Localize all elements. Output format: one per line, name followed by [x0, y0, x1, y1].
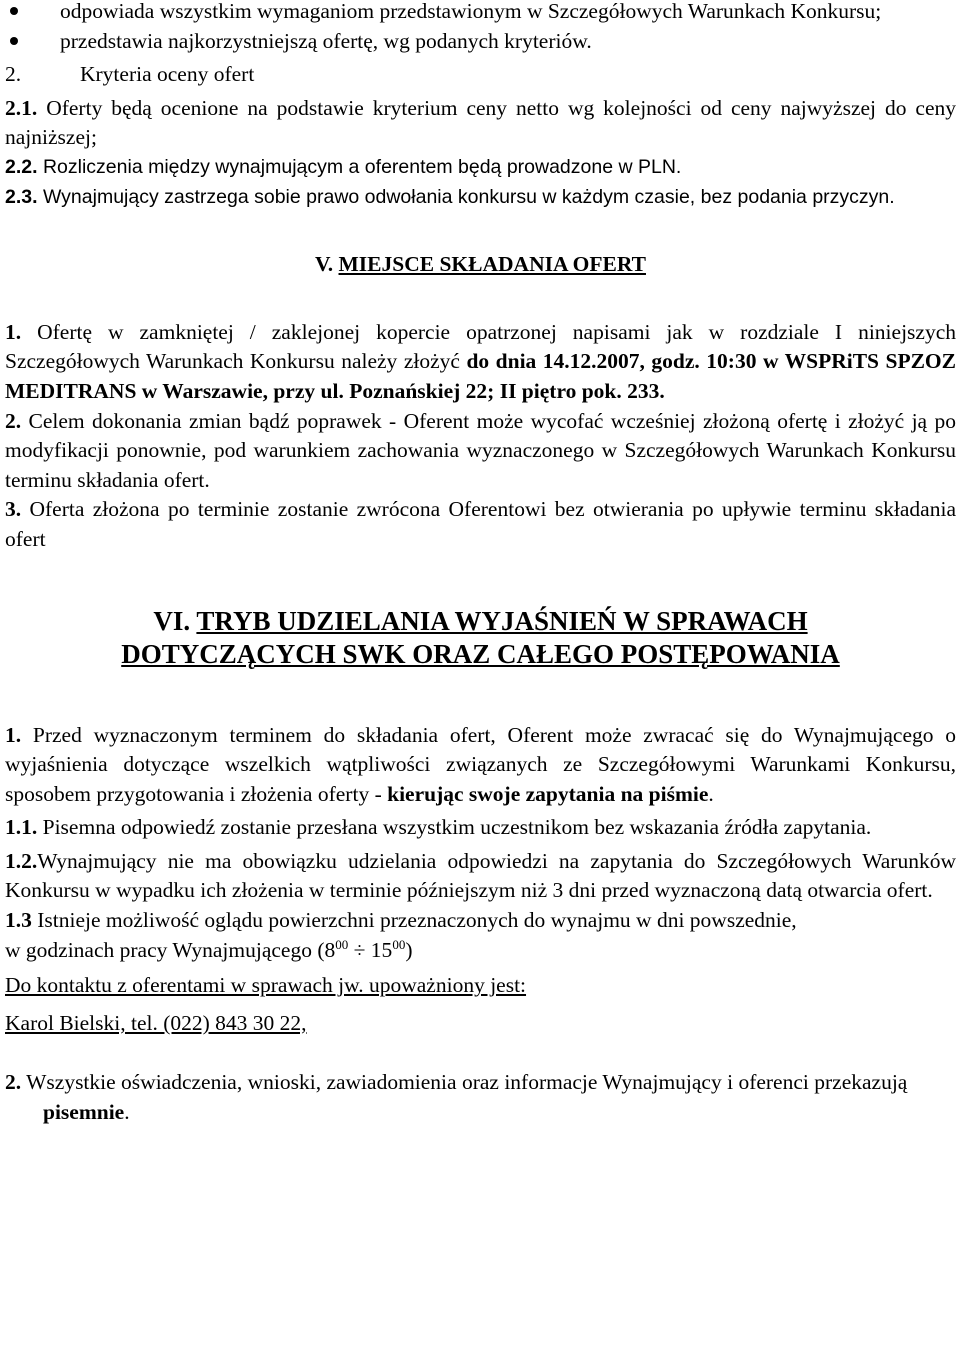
- emphasis-text: kierując swoje zapytania na piśmie: [387, 781, 709, 806]
- paragraph-number: 1.: [5, 319, 22, 344]
- section-title: MIEJSCE SKŁADANIA OFERT: [338, 252, 646, 277]
- paragraph-number: 1.3: [5, 908, 32, 933]
- section-title: Kryteria oceny ofert: [80, 62, 255, 87]
- paragraph-number: 2.: [5, 408, 22, 433]
- paragraph-number: 1.1.: [5, 815, 38, 840]
- section-vi-heading: [5, 605, 956, 671]
- contact-person: Karol Bielski, tel. (022) 843 30 22,: [5, 1010, 307, 1035]
- section-v-heading: [5, 250, 956, 280]
- section-prefix: V.: [315, 252, 339, 277]
- emphasis-text: pisemnie: [43, 1100, 125, 1125]
- paragraph-vi-1: [5, 721, 956, 810]
- paragraph-v-3: [5, 495, 956, 554]
- paragraph-vi-1-2: [5, 847, 956, 906]
- paragraph-number: 2.2.: [5, 155, 38, 178]
- section-title-line-1: TRYB UDZIELANIA WYJAŚNIEŃ W SPRAWACH: [196, 605, 808, 636]
- paragraph-number: 2.1.: [5, 95, 38, 120]
- paragraph-text: Ofertę w zamkniętej / zaklejonej kopercie opatrzonej napisami jak w rozdziale I niniejszych Szczegółowych Warunkach Konkursu należy złożyć: [5, 319, 956, 374]
- paragraph-2-1: [5, 94, 956, 153]
- paragraph-text: Oferta złożona po terminie zostanie zwrócona Oferentowi bez otwierania po upływie terminu składania ofert: [5, 497, 956, 551]
- paragraph-vi-2: [5, 1068, 956, 1127]
- paragraph-text: Wynajmujący nie ma obowiązku udzielania odpowiedzi na zapytania do Szczegółowych Warunków Konkursu w wypadku ich złożenia w terminie późniejszym niż 3 dni przed wyznaczoną datą otwarcia ofert.: [5, 848, 956, 903]
- paragraph-text: Oferty będą ocenione na podstawie kryterium ceny netto wg kolejności od ceny najwyższej do ceny najniższej;: [5, 95, 956, 150]
- paragraph-vi-1-1: [5, 813, 956, 843]
- paragraph-text: Rozliczenia między wynajmującym a oferentem będą prowadzone w PLN.: [37, 155, 682, 178]
- paragraph-text: Celem dokonania zmian bądź poprawek - Oferent może wycofać wcześniej złożoną ofertę i złożyć ją po modyfikacji ponownie, pod warunkiem zachowania wyznaczonego w Szczegółowych Warunkach Konkursu terminu składania ofert.: [5, 408, 956, 492]
- contact-label: Do kontaktu z oferentami w sprawach jw. upoważniony jest:: [5, 973, 527, 998]
- paragraph-text: Wszystkie oświadczenia, wnioski, zawiadomienia oraz informacje Wynajmujący i oferenci przekazują: [21, 1070, 908, 1095]
- paragraph-v-1: [5, 318, 956, 407]
- paragraph-vi-1-3: [5, 906, 956, 965]
- section-title-line-2: DOTYCZĄCYCH SWK ORAZ CAŁEGO POSTĘPOWANIA: [121, 638, 840, 669]
- paragraph-text: Pisemna odpowiedź zostanie przesłana wszystkim uczestnikom bez wskazania źródła zapytania.: [37, 815, 872, 840]
- hours-superscript: 00: [335, 936, 349, 952]
- hours-text: w godzinach pracy Wynajmującego (8: [5, 937, 336, 962]
- hours-superscript: 00: [392, 936, 406, 952]
- section-number: 2.: [5, 62, 22, 87]
- deadline-text: do dnia 14.12.2007, godz. 10:30 w WSPRiTS SPZOZ MEDITRANS w Warszawie, przy ul. Poznańskiej 22; II piętro pok. 233.: [5, 349, 956, 403]
- section-2-heading: [5, 60, 956, 90]
- hours-text: ÷ 15: [348, 937, 393, 962]
- paragraph-v-2: [5, 407, 956, 496]
- paragraph-end: .: [124, 1100, 130, 1125]
- paragraph-number: 1.2.: [5, 848, 38, 873]
- criteria-bullet-list: [5, 0, 956, 56]
- section-prefix: VI.: [153, 605, 197, 636]
- paragraph-text: Wynajmujący zastrzega sobie prawo odwołania konkursu w każdym czasie, bez podania przyczyn.: [37, 185, 895, 208]
- paragraph-2-3: [5, 183, 956, 213]
- paragraph-2-2: [5, 153, 956, 183]
- paragraph-end: .: [708, 781, 714, 806]
- paragraph-number: 2.: [5, 1070, 22, 1095]
- paragraph-text: Istnieje możliwość oglądu powierzchni przeznaczonych do wynajmu w dni powszednie,: [31, 908, 797, 933]
- paragraph-number: 1.: [5, 722, 22, 747]
- hours-text: ): [405, 937, 413, 962]
- bullet-item: przedstawia najkorzystniejszą ofertę, wg podanych kryteriów.: [5, 27, 956, 57]
- paragraph-number: 3.: [5, 497, 22, 522]
- bullet-item: odpowiada wszystkim wymaganiom przedstawionym w Szczegółowych Warunkach Konkursu;: [5, 0, 956, 27]
- paragraph-number: 2.3.: [5, 185, 38, 208]
- paragraph-text: Przed wyznaczonym terminem do składania ofert, Oferent może zwracać się do Wynajmującego o wyjaśnienia dotyczące wszelkich wątpliwości związanych ze Szczegółowymi Warunkami Konkursu, sposobem przygotowania i złożenia oferty -: [5, 722, 956, 806]
